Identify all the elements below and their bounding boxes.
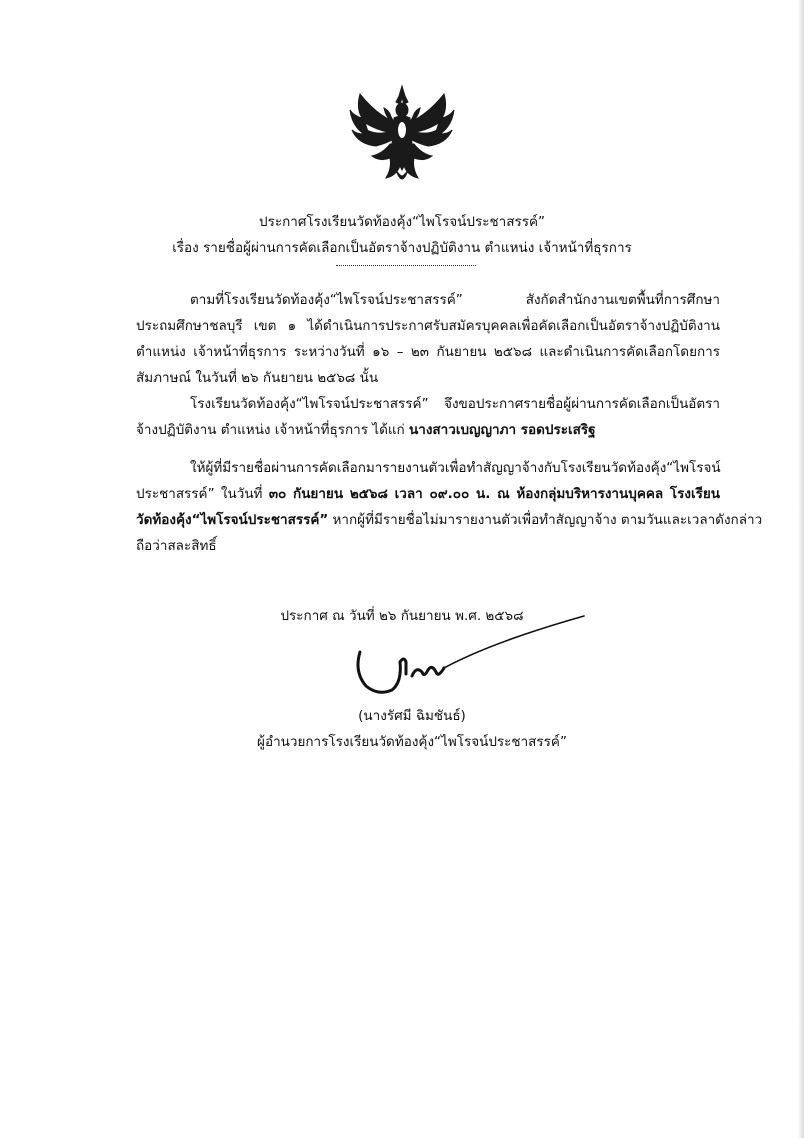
paragraph-3-line-2-prefix: ประชาสรรค์” ในวันที่: [136, 486, 269, 502]
paragraph-1-line-2: ประถมศึกษาชลบุรี เขต ๑ ได้ดำเนินการประกาศรับสมัครบุคคลเพื่อคัดเลือกเป็นอัตราจ้างปฏิบัติงาน: [136, 318, 720, 334]
paragraph-2-prefix: จ้างปฏิบัติงาน ตำแหน่ง เจ้าหน้าที่ธุรการ ได้แก่: [136, 422, 410, 438]
paragraph-2-line-1: โรงเรียนวัดท้องคุ้ง“ไพโรจน์ประชาสรรค์” จึงขอประกาศรายชื่อผู้ผ่านการคัดเลือกเป็นอัตรา: [190, 396, 720, 412]
school-name-bold: วัดท้องคุ้ง“ไพโรจน์ประชาสรรค์”: [136, 512, 329, 528]
signer-name: (นางรัศมี ฉิมชันธ์): [358, 708, 466, 724]
paragraph-2-line-2: [136, 420, 596, 440]
handwritten-signature: [352, 612, 588, 702]
paragraph-3-line-1: ให้ผู้ที่มีรายชื่อผ่านการคัดเลือกมารายงานตัวเพื่อทำสัญญาจ้างกับโรงเรียนวัดท้องคุ้ง“ไพโรจน์: [190, 460, 721, 476]
paragraph-3-line-3-rest: หากผู้ที่มีรายชื่อไม่มารายงานตัวเพื่อทำสัญญาจ้าง ตามวันและเวลาดังกล่าว: [328, 512, 763, 528]
announcement-subject: เรื่อง รายชื่อผู้ผ่านการคัดเลือกเป็นอัตราจ้างปฏิบัติงาน ตำแหน่ง เจ้าหน้าที่ธุรการ: [172, 240, 632, 256]
announce-date: ประกาศ ณ วันที่ ๒๖ กันยายน พ.ศ. ๒๕๖๘: [280, 608, 524, 624]
report-date-location: ๓๐ กันยายน ๒๕๖๘ เวลา ๐๙.๐๐ น. ณ ห้องกลุ่มบริหารงานบุคคล โรงเรียน: [268, 486, 720, 502]
selected-candidate-name: นางสาวเบญญาภา รอดประเสริฐ: [409, 422, 596, 438]
paragraph-1-line-3: ตำแหน่ง เจ้าหน้าที่ธุรการ ระหว่างวันที่ ๑๖ – ๒๓ กันยายน ๒๕๖๘ และดำเนินการคัดเลือกโดยการ: [136, 344, 720, 360]
paragraph-3-line-3: [136, 510, 763, 530]
paragraph-3-line-4: ถือว่าสละสิทธิ์: [136, 538, 217, 554]
paragraph-1-line-1: ตามที่โรงเรียนวัดท้องคุ้ง“ไพโรจน์ประชาสรรค์” สังกัดสำนักงานเขตพื้นที่การศึกษา: [190, 292, 720, 308]
signer-position: ผู้อำนวยการโรงเรียนวัดท้องคุ้ง“ไพโรจน์ประชาสรรค์”: [257, 734, 567, 750]
garuda-emblem-icon: [346, 84, 458, 190]
paragraph-1-line-4: สัมภาษณ์ ในวันที่ ๒๖ กันยายน ๒๕๖๘ นั้น: [136, 370, 379, 386]
announcement-title: ประกาศโรงเรียนวัดท้องคุ้ง“ไพโรจน์ประชาสรรค์”: [259, 214, 545, 230]
dotted-divider: [336, 265, 476, 266]
paragraph-3-line-2: [136, 484, 720, 504]
page-edge: [798, 0, 804, 1138]
